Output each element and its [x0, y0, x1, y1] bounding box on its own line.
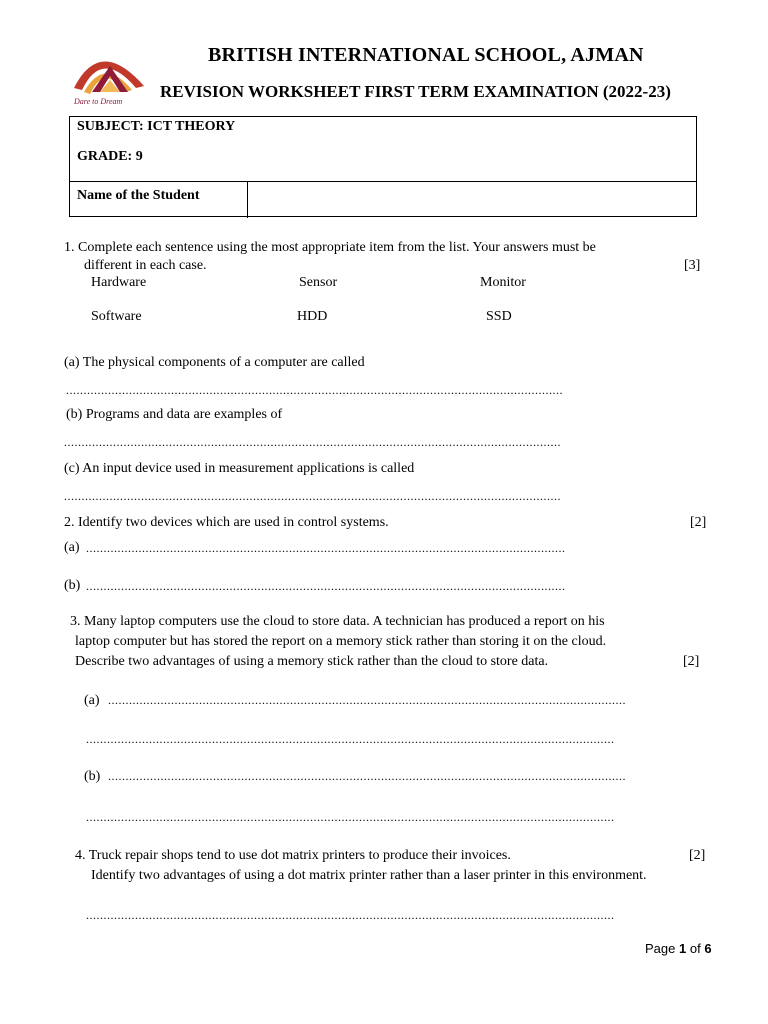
student-info-table: [69, 116, 697, 217]
q1-option: Sensor: [299, 275, 338, 290]
table-divider: [247, 182, 248, 218]
answer-line[interactable]: ..............................................................................................................................................: [64, 489, 561, 503]
q1-option: SSD: [486, 309, 512, 324]
answer-line[interactable]: .........................................................................................................................................: [86, 541, 566, 555]
q3-text-line1: 3. Many laptop computers use the cloud to store data. A technician has produced a report on his: [70, 614, 605, 629]
name-row: [70, 181, 696, 218]
school-logo: [70, 42, 148, 108]
page-total: 6: [704, 941, 712, 956]
q4-marks: [2]: [689, 848, 706, 863]
subject-label: SUBJECT: ICT THEORY: [77, 119, 236, 134]
grade-label: GRADE: 9: [77, 149, 143, 164]
q3-part-a: (a): [84, 693, 100, 708]
worksheet-title: REVISION WORKSHEET FIRST TERM EXAMINATION (2022-23): [160, 82, 671, 101]
name-label: Name of the Student: [77, 188, 200, 203]
answer-line[interactable]: ..............................................................................................................................................: [66, 383, 563, 397]
q3-text-line2: laptop computer but has stored the report on a memory stick rather than storing it on the cloud.: [75, 634, 607, 649]
q1-marks: [3]: [684, 258, 701, 273]
school-name: BRITISH INTERNATIONAL SCHOOL, AJMAN: [208, 44, 644, 66]
page-number: 1: [679, 941, 687, 956]
q3-text-line3: Describe two advantages of using a memory stick rather than the cloud to store data.: [75, 654, 549, 669]
q2-part-b: (b): [64, 578, 81, 593]
q4-text-line1: 4. Truck repair shops tend to use dot matrix printers to produce their invoices.: [75, 848, 511, 863]
of-word: of: [689, 941, 701, 956]
answer-line[interactable]: ....................................................................................................................................................: [108, 693, 626, 707]
q2-text: 2. Identify two devices which are used in control systems.: [64, 515, 389, 530]
q1-option: Hardware: [91, 275, 147, 290]
q3-marks: [2]: [683, 654, 700, 669]
page-footer: [645, 941, 712, 956]
q1-part-c: (c) An input device used in measurement applications is called: [64, 461, 415, 476]
logo-motto: Dare to Dream: [74, 97, 123, 106]
answer-line[interactable]: .......................................................................................................................................................: [86, 732, 615, 746]
answer-line[interactable]: .......................................................................................................................................................: [86, 908, 615, 922]
q1-option: Software: [91, 309, 142, 324]
q3-part-b: (b): [84, 769, 101, 784]
answer-line[interactable]: ..............................................................................................................................................: [64, 435, 561, 449]
answer-line[interactable]: .........................................................................................................................................: [86, 579, 566, 593]
q2-marks: [2]: [690, 515, 707, 530]
q2-part-a: (a): [64, 540, 80, 555]
q1-text-line1: 1. Complete each sentence using the most appropriate item from the list. Your answers must be: [64, 240, 596, 255]
answer-line[interactable]: .......................................................................................................................................................: [86, 810, 615, 824]
q1-part-b: (b) Programs and data are examples of: [66, 407, 283, 422]
answer-line[interactable]: ....................................................................................................................................................: [108, 769, 626, 783]
q1-option: Monitor: [480, 275, 526, 290]
q1-part-a: (a) The physical components of a computer are called: [64, 355, 365, 370]
q1-option: HDD: [297, 309, 328, 324]
q4-text-line2: Identify two advantages of using a dot matrix printer rather than a laser printer in this environment.: [91, 868, 647, 883]
q1-text-line2: different in each case.: [84, 258, 207, 273]
page-word: Page: [645, 941, 676, 956]
